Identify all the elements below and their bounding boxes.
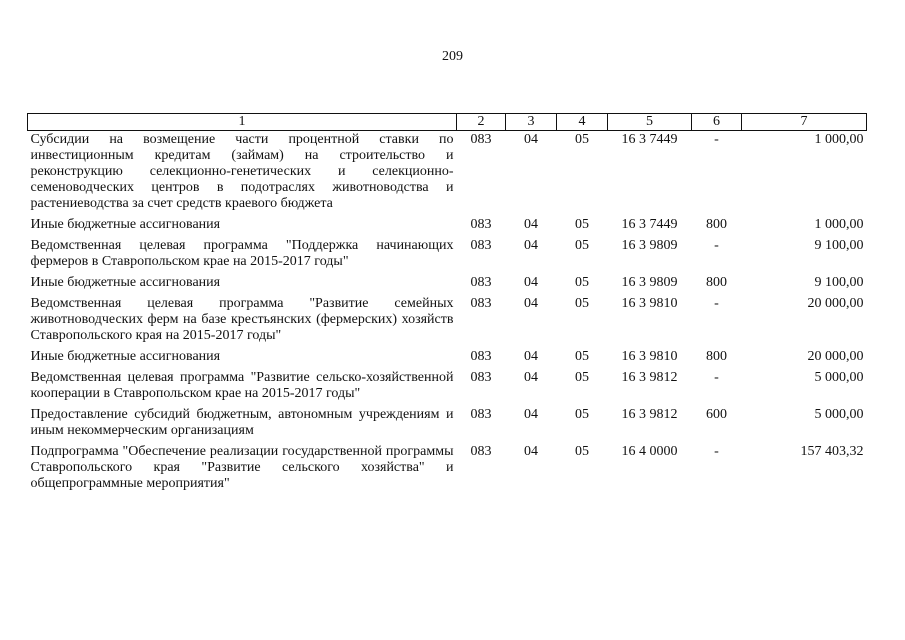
table-row <box>28 369 867 406</box>
ministry-code: 083 <box>470 407 492 422</box>
subsection-code: 05 <box>575 296 589 311</box>
expense-type-code: - <box>714 444 719 459</box>
section-code: 04 <box>524 444 538 459</box>
column-header: 2 <box>457 114 506 131</box>
column-header: 1 <box>28 114 457 131</box>
section-code: 04 <box>524 132 538 147</box>
target-article-code: 16 3 7449 <box>621 132 678 147</box>
table-row <box>28 348 867 369</box>
column-header: 4 <box>557 114 608 131</box>
ministry-code: 083 <box>470 275 492 290</box>
table-row <box>28 443 867 496</box>
column-header: 3 <box>506 114 557 131</box>
amount: 1 000,00 <box>814 217 864 232</box>
subsection-code: 05 <box>575 407 589 422</box>
section-code: 04 <box>524 349 538 364</box>
table-row <box>28 237 867 274</box>
section-code: 04 <box>524 217 538 232</box>
target-article-code: 16 3 9810 <box>621 296 678 311</box>
section-code: 04 <box>524 370 538 385</box>
ministry-code: 083 <box>470 296 492 311</box>
target-article-code: 16 3 9809 <box>621 275 678 290</box>
ministry-code: 083 <box>470 349 492 364</box>
amount: 5 000,00 <box>814 370 864 385</box>
section-code: 04 <box>524 238 538 253</box>
amount: 9 100,00 <box>814 275 864 290</box>
subsection-code: 05 <box>575 238 589 253</box>
ministry-code: 083 <box>470 132 492 147</box>
column-header: 7 <box>742 114 867 131</box>
item-name: Иные бюджетные ассигнования <box>30 217 221 232</box>
item-name: Ведомственная целевая программа "Поддержка начинающих фермеров в Ставропольском крае на 2015-2017 годы" <box>30 238 454 269</box>
target-article-code: 16 3 9812 <box>621 370 678 385</box>
ministry-code: 083 <box>470 217 492 232</box>
item-name: Подпрограмма "Обеспечение реализации государственной программы Ставропольского края "Развитие сельского хозяйства" и общепрограммные мероприятия" <box>30 444 454 491</box>
page-number: 209 <box>442 49 463 64</box>
item-name: Иные бюджетные ассигнования <box>30 275 221 290</box>
table-row <box>28 406 867 443</box>
ministry-code: 083 <box>470 444 492 459</box>
expense-type-code: 800 <box>706 275 727 290</box>
target-article-code: 16 3 9810 <box>621 349 678 364</box>
ministry-code: 083 <box>470 370 492 385</box>
target-article-code: 16 3 9809 <box>621 238 678 253</box>
item-name: Иные бюджетные ассигнования <box>30 349 221 364</box>
table-row <box>28 295 867 348</box>
target-article-code: 16 3 9812 <box>621 407 678 422</box>
target-article-code: 16 4 0000 <box>621 444 678 459</box>
amount: 157 403,32 <box>800 444 864 459</box>
expense-type-code: - <box>714 296 719 311</box>
item-name: Предоставление субсидий бюджетным, автономным учреждениям и иным некоммерческим организациям <box>30 407 454 438</box>
amount: 20 000,00 <box>807 349 864 364</box>
amount: 5 000,00 <box>814 407 864 422</box>
item-name: Ведомственная целевая программа "Развитие семейных животноводческих ферм на базе крестьянских (фермерских) хозяйств Ставропольского края на 2015-2017 годы" <box>30 296 454 343</box>
ministry-code: 083 <box>470 238 492 253</box>
subsection-code: 05 <box>575 217 589 232</box>
subsection-code: 05 <box>575 275 589 290</box>
table-row <box>28 274 867 295</box>
subsection-code: 05 <box>575 370 589 385</box>
subsection-code: 05 <box>575 132 589 147</box>
section-code: 04 <box>524 275 538 290</box>
column-header: 5 <box>608 114 692 131</box>
expense-type-code: 600 <box>706 407 727 422</box>
subsection-code: 05 <box>575 444 589 459</box>
item-name: Субсидии на возмещение части процентной ставки по инвестиционным кредитам (займам) на строительство и реконструкцию селекционно-генетических и селекционно-семеноводческих центров в подотраслях животноводства и растениеводства за счет средств краевого бюджета <box>30 132 454 211</box>
amount: 20 000,00 <box>807 296 864 311</box>
target-article-code: 16 3 7449 <box>621 217 678 232</box>
amount: 9 100,00 <box>814 238 864 253</box>
column-header: 6 <box>692 114 742 131</box>
section-code: 04 <box>524 407 538 422</box>
expense-type-code: 800 <box>706 349 727 364</box>
table-row <box>28 216 867 237</box>
header-row <box>28 114 867 131</box>
expense-type-code: 800 <box>706 217 727 232</box>
table-row <box>28 131 867 217</box>
expense-type-code: - <box>714 238 719 253</box>
expense-type-code: - <box>714 132 719 147</box>
amount: 1 000,00 <box>814 132 864 147</box>
budget-table <box>27 113 867 496</box>
expense-type-code: - <box>714 370 719 385</box>
section-code: 04 <box>524 296 538 311</box>
subsection-code: 05 <box>575 349 589 364</box>
item-name: Ведомственная целевая программа "Развитие сельско-хозяйственной кооперации в Ставропольском крае на 2015-2017 годы" <box>30 370 454 401</box>
